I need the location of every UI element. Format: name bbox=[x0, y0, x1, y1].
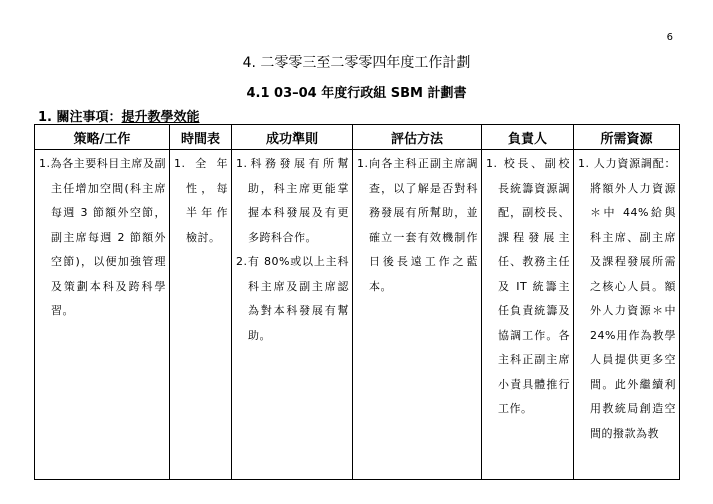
section-focus: 提升教學效能 bbox=[121, 110, 200, 125]
page-title: 4. 二零零三至二零零四年度工作計劃 bbox=[242, 55, 471, 71]
cell-strategy bbox=[35, 150, 170, 480]
header-resources: 所需資源 bbox=[574, 125, 680, 150]
success-criteria-item: 1.科務發展有所幫助，科主席更能掌握本科發展及有更多跨科合作。 bbox=[236, 157, 349, 244]
header-timeline: 時間表 bbox=[170, 125, 232, 150]
section-label: 1. 關注事項： bbox=[38, 110, 122, 125]
header-responsible: 負責人 bbox=[482, 125, 574, 150]
cell-resources bbox=[574, 150, 680, 480]
header-strategy: 策略/工作 bbox=[35, 125, 170, 150]
resources-item: 1. 人力資源調配：將額外人力資源＊中 44%給與科主席、副主席及課程發展所需之核心人員。額外人力資源＊中 24%用作為教學人員提供更多空間。此外繼續利用教統局創造空間的撥款為教 bbox=[578, 157, 676, 440]
section-heading bbox=[38, 106, 200, 125]
header-success-criteria: 成功準則 bbox=[232, 125, 353, 150]
cell-timeline bbox=[170, 150, 232, 480]
strategy-item: 1.為各主要科目主席及副主任增加空間(科主席每週 3 節額外空節，副主席每週 2 節額外空節)，以便加強管理及策劃本科及跨科學習。 bbox=[39, 157, 166, 317]
cell-evaluation bbox=[353, 150, 482, 480]
cell-responsible bbox=[482, 150, 574, 480]
table-row bbox=[35, 150, 680, 480]
cell-success-criteria bbox=[232, 150, 353, 480]
evaluation-item: 1.向各主科正副主席調查，以了解是否對科務發展有所幫助，並確立一套有效機制作日後長遠工作之藍本。 bbox=[357, 157, 478, 293]
page-subtitle: 4.1 03–04 年度行政組 SBM 計劃書 bbox=[246, 86, 467, 101]
responsible-item: 1. 校長、副校長統籌資源調配，副校長、課程發展主任、教務主任及 IT 統籌主任負責統籌及協調工作。各主科正副主席小責具體推行工作。 bbox=[486, 157, 570, 415]
header-evaluation: 評估方法 bbox=[353, 125, 482, 150]
page-number: 6 bbox=[666, 32, 673, 43]
table-header-row bbox=[35, 125, 680, 150]
plan-table bbox=[34, 124, 680, 480]
success-criteria-item: 2.有 80%或以上主科科主席及副主席認為對本科發展有幫助。 bbox=[236, 255, 349, 342]
timeline-item: 1.全年性，每半年作檢討。 bbox=[174, 157, 228, 244]
